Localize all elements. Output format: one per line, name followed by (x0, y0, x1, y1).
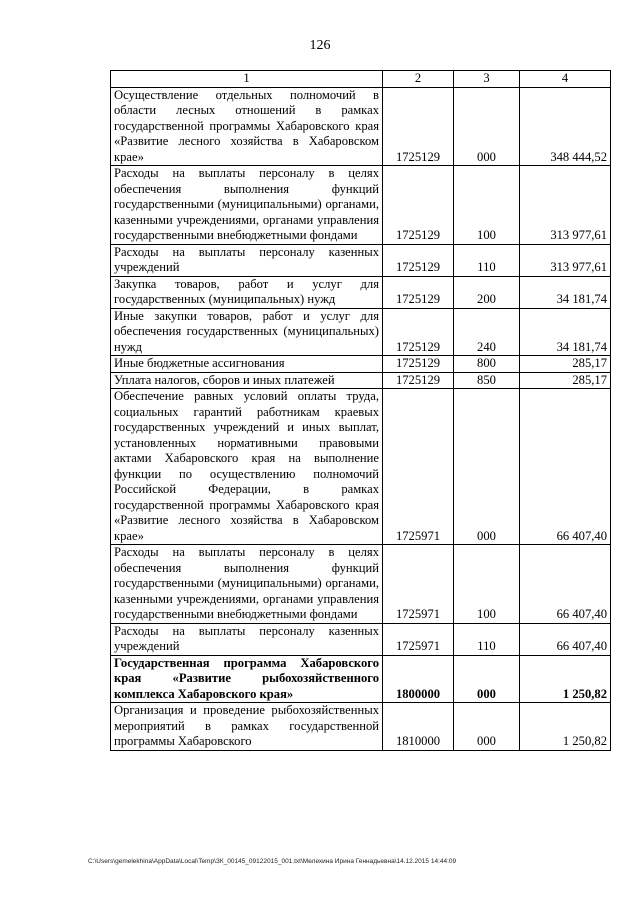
row-amount-cell: 285,17 (520, 356, 611, 373)
row-code-cell: 1725971 (383, 623, 454, 655)
budget-table (110, 70, 611, 751)
header-cell: 3 (454, 71, 520, 88)
table-row (111, 244, 611, 276)
row-name-cell: Государственная программа Хабаровского края «Развитие рыбохозяйственного комплекса Хабаровского края» (111, 655, 383, 703)
row-type-cell: 000 (454, 87, 520, 166)
row-amount-cell: 34 181,74 (520, 308, 611, 356)
table-row (111, 276, 611, 308)
row-type-cell: 000 (454, 703, 520, 751)
row-type-cell: 110 (454, 244, 520, 276)
row-name-cell: Расходы на выплаты персоналу в целях обеспечения выполнения функций государственными (муниципальными) органами, казенными учреждениями, органами управления государственными внебюджетными фондами (111, 166, 383, 245)
row-type-cell: 850 (454, 372, 520, 389)
row-name-cell: Расходы на выплаты персоналу казенных учреждений (111, 623, 383, 655)
row-amount-cell: 66 407,40 (520, 545, 611, 624)
row-name-cell: Осуществление отдельных полномочий в области лесных отношений в рамках государственной программы Хабаровского края «Развитие лесного хозяйства в Хабаровском крае» (111, 87, 383, 166)
table-row (111, 87, 611, 166)
header-cell: 4 (520, 71, 611, 88)
table-row (111, 545, 611, 624)
row-code-cell: 1725129 (383, 372, 454, 389)
page-number: 126 (309, 38, 331, 53)
row-type-cell: 000 (454, 389, 520, 545)
table-row (111, 389, 611, 545)
row-name-cell: Расходы на выплаты персоналу казенных учреждений (111, 244, 383, 276)
table-row (111, 166, 611, 245)
table-row (111, 356, 611, 373)
row-amount-cell: 1 250,82 (520, 703, 611, 751)
row-type-cell: 100 (454, 166, 520, 245)
table-row (111, 372, 611, 389)
header-cell: 1 (111, 71, 383, 88)
row-code-cell: 1725971 (383, 545, 454, 624)
row-name-cell: Обеспечение равных условий оплаты труда, социальных гарантий работникам краевых государственных учреждений и иных выплат, установленных нормативными правовыми актами Хабаровского края на выполнение функции по осуществлению полномочий Российской Федерации, в рамках государственной программы Хабаровского края «Развитие лесного хозяйства в Хабаровском крае» (111, 389, 383, 545)
row-type-cell: 200 (454, 276, 520, 308)
row-amount-cell: 34 181,74 (520, 276, 611, 308)
file-path-footer: C:\Users\gemelekhina\AppData\Local\Temp\ЗК_00145_09122015_001.txt\Мелехина Ирина Геннадьевна\14.12.2015 14:44:09 (88, 858, 457, 865)
row-amount-cell: 66 407,40 (520, 623, 611, 655)
row-code-cell: 1725971 (383, 389, 454, 545)
row-type-cell: 110 (454, 623, 520, 655)
row-name-cell: Расходы на выплаты персоналу в целях обеспечения выполнения функций государственными (муниципальными) органами, казенными учреждениями, органами управления государственными внебюджетными фондами (111, 545, 383, 624)
row-type-cell: 100 (454, 545, 520, 624)
row-name-cell: Уплата налогов, сборов и иных платежей (111, 372, 383, 389)
row-code-cell: 1725129 (383, 244, 454, 276)
row-code-cell: 1725129 (383, 356, 454, 373)
row-amount-cell: 66 407,40 (520, 389, 611, 545)
table-row (111, 703, 611, 751)
table-row (111, 655, 611, 703)
table-row (111, 308, 611, 356)
row-code-cell: 1800000 (383, 655, 454, 703)
row-amount-cell: 1 250,82 (520, 655, 611, 703)
row-code-cell: 1725129 (383, 276, 454, 308)
row-amount-cell: 348 444,52 (520, 87, 611, 166)
row-amount-cell: 285,17 (520, 372, 611, 389)
header-cell: 2 (383, 71, 454, 88)
row-amount-cell: 313 977,61 (520, 244, 611, 276)
table-header-row (111, 71, 611, 88)
row-name-cell: Организация и проведение рыбохозяйственных мероприятий в рамках государственной программы Хабаровского (111, 703, 383, 751)
table-row (111, 623, 611, 655)
row-name-cell: Иные бюджетные ассигнования (111, 356, 383, 373)
row-code-cell: 1725129 (383, 166, 454, 245)
row-amount-cell: 313 977,61 (520, 166, 611, 245)
row-type-cell: 240 (454, 308, 520, 356)
row-code-cell: 1725129 (383, 87, 454, 166)
row-name-cell: Иные закупки товаров, работ и услуг для обеспечения государственных (муниципальных) нужд (111, 308, 383, 356)
row-name-cell: Закупка товаров, работ и услуг для государственных (муниципальных) нужд (111, 276, 383, 308)
row-type-cell: 000 (454, 655, 520, 703)
row-code-cell: 1810000 (383, 703, 454, 751)
row-type-cell: 800 (454, 356, 520, 373)
row-code-cell: 1725129 (383, 308, 454, 356)
